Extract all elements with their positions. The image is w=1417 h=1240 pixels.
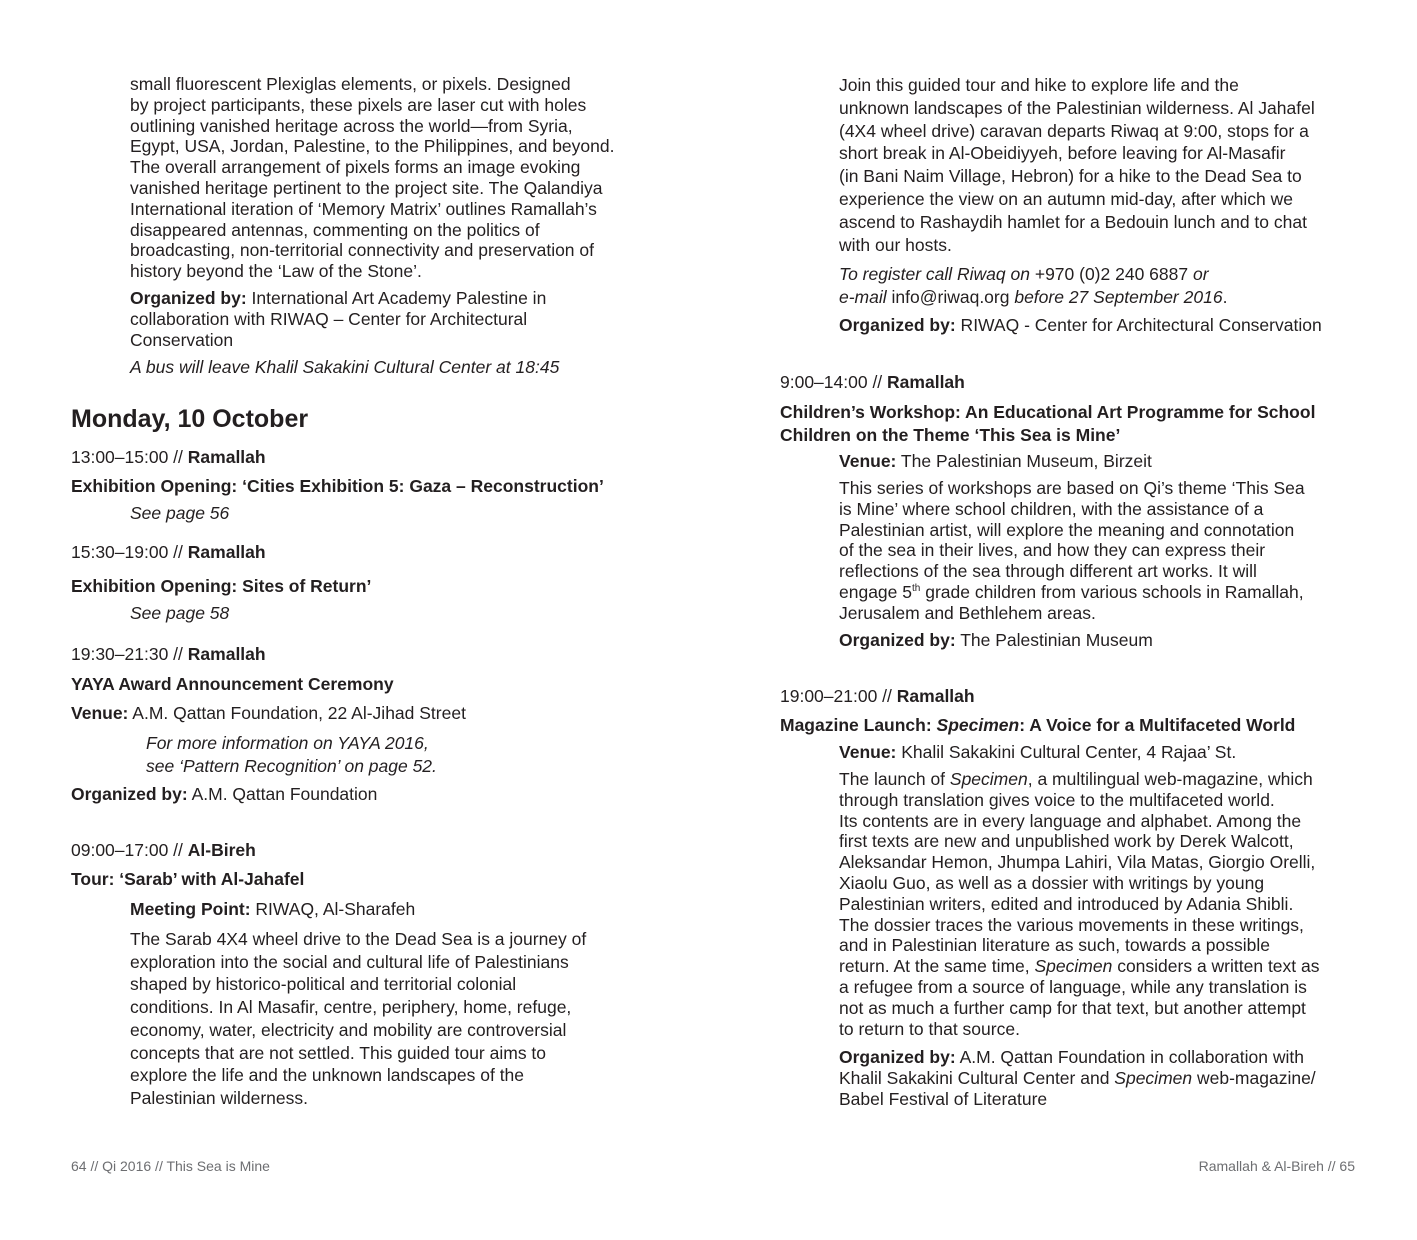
page-folio-right: Ramallah & Al-Bireh // 65 — [1198, 1158, 1355, 1174]
event-time: 9:00–14:00 // Ramallah — [780, 372, 965, 392]
event-time: 19:00–21:00 // Ramallah — [780, 686, 975, 706]
organizer-text: collaboration with RIWAQ – Center for Architectural — [130, 308, 528, 329]
event-organized-by: Organized by: The Palestinian Museum — [839, 630, 1153, 650]
event-venue: Venue: Khalil Sakakini Cultural Center, 4 Rajaa’ St. — [839, 742, 1237, 762]
email-address: info@riwaq.org — [891, 287, 1010, 307]
intro-line: disappeared antennas, commenting on the politics of — [130, 219, 540, 240]
event-title: Magazine Launch: Specimen: A Voice for a Multifaceted World — [780, 715, 1296, 735]
event-description: The Sarab 4X4 wheel drive to the Dead Sea is a journey of exploration into the social and cultural life of Palestinians shaped by historico-political and territorial colonial conditions. In Al Masafir, centre, periphery, home, refuge, economy, water, electricity and mobility are controversial concepts that are not settled. This guided tour aims to explore the life and the unknown landscapes of the Palestinian wilderness. — [130, 929, 587, 1108]
event-title: Exhibition Opening: Sites of Return’ — [71, 576, 372, 596]
event-info-note: For more information on YAYA 2016, see ‘Pattern Recognition’ on page 52. — [146, 733, 437, 776]
event-time: 19:30–21:30 // Ramallah — [71, 644, 266, 664]
intro-line: broadcasting, non-territorial connectivity and preservation of — [130, 240, 594, 261]
event-time: 15:30–19:00 // Ramallah — [71, 542, 266, 562]
event-organized-by: Organized by: A.M. Qattan Foundation in collaboration with Khalil Sakakini Cultural Center and Specimen web-magazine/ Babel Festival of Literature — [839, 1047, 1316, 1109]
see-page-reference: See page 58 — [130, 603, 230, 623]
intro-line: International iteration of ‘Memory Matrix’ outlines Ramallah’s — [130, 198, 597, 219]
registration-note: To register call Riwaq on +970 (0)2 240 6887 or e-mail info@riwaq.org before 27 September 2016. — [839, 264, 1228, 307]
meeting-point: Meeting Point: RIWAQ, Al-Sharafeh — [130, 899, 416, 919]
day-heading: Monday, 10 October — [71, 405, 309, 433]
left-page — [0, 0, 708, 1240]
event-title: Exhibition Opening: ‘Cities Exhibition 5: Gaza – Reconstruction’ — [71, 476, 604, 496]
intro-paragraph — [130, 74, 614, 282]
intro-line: Egypt, USA, Jordan, Palestine, to the Philippines, and beyond. — [130, 136, 615, 157]
intro-line: small fluorescent Plexiglas elements, or pixels. Designed — [130, 74, 571, 94]
event-description: This series of workshops are based on Qi’s theme ‘This Sea is Mine’ where school children, with the assistance of a Palestinian artist, will explore the meaning and connotation of the sea in their lives, and how they can express their reflections of the sea through different art works. It will engage 5th grade children from various schools in Ramallah, Jerusalem and Bethlehem areas. — [839, 478, 1305, 623]
event-venue: Venue: The Palestinian Museum, Birzeit — [839, 451, 1152, 471]
intro-line: outlining vanished heritage across the world—from Syria, — [130, 115, 573, 136]
intro-line: The overall arrangement of pixels forms an image evoking — [130, 157, 581, 178]
organizer-text: Conservation — [130, 329, 234, 350]
organized-label: Organized by: — [130, 288, 247, 308]
bus-note: A bus will leave Khalil Sakakini Cultural Center at 18:45 — [130, 357, 560, 377]
event-organized-by: Organized by: RIWAQ - Center for Architectural Conservation — [839, 315, 1322, 335]
intro-line: by project participants, these pixels are laser cut with holes — [130, 94, 587, 115]
event-title: Tour: ‘Sarab’ with Al-Jahafel — [71, 869, 305, 889]
event-venue: Venue: A.M. Qattan Foundation, 22 Al-Jihad Street — [71, 703, 466, 723]
intro-line: history beyond the ‘Law of the Stone’. — [130, 261, 422, 282]
event-time: 09:00–17:00 // Al-Bireh — [71, 840, 256, 860]
right-page — [708, 0, 1417, 1240]
organizer-text: International Art Academy Palestine in — [246, 288, 547, 308]
phone-number: +970 (0)2 240 6887 — [1034, 264, 1189, 284]
event-title: Children’s Workshop: An Educational Art Programme for School Children on the Theme ‘This Sea is Mine’ — [780, 402, 1316, 445]
tour-continuation: Join this guided tour and hike to explore life and the unknown landscapes of the Palestinian wilderness. Al Jahafel (4X4 wheel drive) caravan departs Riwaq at 9:00, stops for a short break in Al-Obeidiyyeh, before leaving for Al-Masafir (in Bani Naim Village, Hebron) for a hike to the Dead Sea to experience the view on an autumn mid-day, after which we ascend to Rashaydih hamlet for a Bedouin lunch and to chat with our hosts. — [839, 75, 1315, 255]
event-title: YAYA Award Announcement Ceremony — [71, 674, 394, 694]
event-organized-by: Organized by: A.M. Qattan Foundation — [71, 784, 378, 804]
intro-line: vanished heritage pertinent to the project site. The Qalandiya — [130, 177, 603, 198]
event-description: The launch of Specimen, a multilingual web-magazine, which through translation gives voice to the multifaceted world. Its contents are in every language and alphabet. Among the first texts are new and unpublished work by Derek Walcott, Aleksandar Hemon, Jhumpa Lahiri, Vila Matas, Giorgio Orelli, Xiaolu Guo, as well as a dossier with writings by young Palestinian writers, edited and introduced by Adania Shibli. The dossier traces the various movements in these writings, and in Palestinian literature as such, towards a possible return. At the same time, Specimen considers a written text as a refugee from a source of language, while any translation is not as much a further camp for that text, but another attempt to return to that source. — [839, 769, 1320, 1039]
page-folio-left: 64 // Qi 2016 // This Sea is Mine — [71, 1158, 270, 1174]
intro-organized-by — [130, 288, 546, 350]
see-page-reference: See page 56 — [130, 503, 230, 523]
event-time: 13:00–15:00 // Ramallah — [71, 447, 266, 467]
